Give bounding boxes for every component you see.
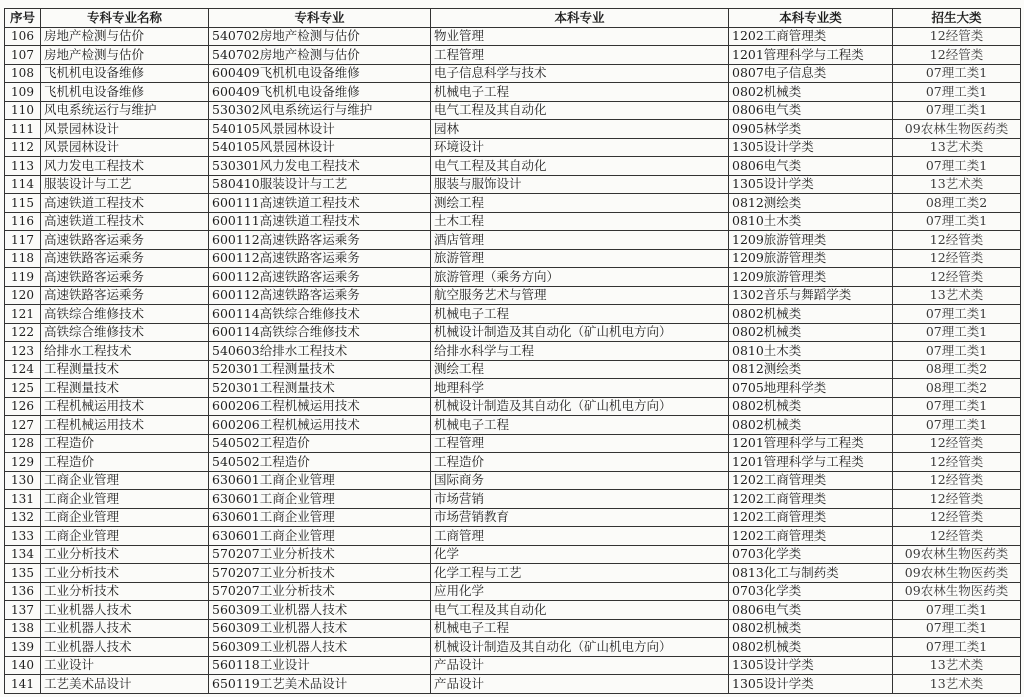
vocational-major-cell: 630601工商企业管理 [209,471,431,490]
undergrad-category-cell: 1201管理科学与工程类 [729,46,893,65]
undergrad-category-cell: 1201管理科学与工程类 [729,434,893,453]
vocational-name-cell: 风电系统运行与维护 [41,101,209,120]
enrollment-category-cell: 07理工类1 [893,397,1021,416]
col-header-seq: 序号 [5,9,41,28]
table-row [5,268,1021,287]
enrollment-category-cell: 07理工类1 [893,342,1021,361]
undergrad-category-cell: 0802机械类 [729,323,893,342]
undergrad-major-cell: 机械设计制造及其自动化（矿山机电方向） [431,323,729,342]
enrollment-category-cell: 07理工类1 [893,323,1021,342]
vocational-name-cell: 工商企业管理 [41,471,209,490]
vocational-name-cell: 工业机器人技术 [41,601,209,620]
table-row [5,675,1021,694]
enrollment-category-cell: 07理工类1 [893,157,1021,176]
seq-cell: 108 [5,64,41,83]
seq-cell: 126 [5,397,41,416]
vocational-major-cell: 540702房地产检测与估价 [209,27,431,46]
undergrad-major-cell: 化学工程与工艺 [431,564,729,583]
enrollment-category-cell: 07理工类1 [893,416,1021,435]
table-row [5,434,1021,453]
seq-cell: 116 [5,212,41,231]
table-row [5,342,1021,361]
seq-cell: 121 [5,305,41,324]
undergrad-major-cell: 机械电子工程 [431,305,729,324]
major-mapping-table [4,8,1021,694]
seq-cell: 135 [5,564,41,583]
table-row [5,157,1021,176]
vocational-name-cell: 工程机械运用技术 [41,397,209,416]
vocational-major-cell: 520301工程测量技术 [209,379,431,398]
undergrad-major-cell: 机械电子工程 [431,416,729,435]
vocational-name-cell: 工业机器人技术 [41,638,209,657]
seq-cell: 110 [5,101,41,120]
undergrad-category-cell: 1202工商管理类 [729,508,893,527]
vocational-name-cell: 工程测量技术 [41,360,209,379]
vocational-major-cell: 600114高铁综合维修技术 [209,323,431,342]
undergrad-category-cell: 0802机械类 [729,397,893,416]
undergrad-category-cell: 0807电子信息类 [729,64,893,83]
vocational-major-cell: 600112高速铁路客运乘务 [209,286,431,305]
undergrad-category-cell: 1302音乐与舞蹈学类 [729,286,893,305]
table-row [5,656,1021,675]
table-row [5,582,1021,601]
undergrad-category-cell: 1305设计学类 [729,175,893,194]
vocational-name-cell: 工业设计 [41,656,209,675]
vocational-major-cell: 650119工艺美术品设计 [209,675,431,694]
undergrad-category-cell: 0703化学类 [729,545,893,564]
table-row [5,545,1021,564]
vocational-major-cell: 600111高速铁道工程技术 [209,194,431,213]
undergrad-major-cell: 土木工程 [431,212,729,231]
seq-cell: 122 [5,323,41,342]
enrollment-category-cell: 07理工类1 [893,83,1021,102]
undergrad-category-cell: 0705地理科学类 [729,379,893,398]
vocational-name-cell: 服装设计与工艺 [41,175,209,194]
vocational-major-cell: 630601工商企业管理 [209,527,431,546]
vocational-major-cell: 570207工业分析技术 [209,545,431,564]
enrollment-category-cell: 12经管类 [893,27,1021,46]
undergrad-category-cell: 0802机械类 [729,619,893,638]
vocational-name-cell: 高速铁道工程技术 [41,194,209,213]
vocational-name-cell: 高速铁路客运乘务 [41,249,209,268]
undergrad-major-cell: 园林 [431,120,729,139]
vocational-name-cell: 风力发电工程技术 [41,157,209,176]
table-row [5,212,1021,231]
enrollment-category-cell: 12经管类 [893,490,1021,509]
seq-cell: 123 [5,342,41,361]
col-header-enrollment-category: 招生大类 [893,9,1021,28]
vocational-name-cell: 房地产检测与估价 [41,46,209,65]
vocational-name-cell: 工程测量技术 [41,379,209,398]
vocational-name-cell: 高铁综合维修技术 [41,305,209,324]
vocational-name-cell: 工程机械运用技术 [41,416,209,435]
undergrad-major-cell: 物业管理 [431,27,729,46]
enrollment-category-cell: 07理工类1 [893,619,1021,638]
undergrad-major-cell: 产品设计 [431,675,729,694]
enrollment-category-cell: 13艺术类 [893,656,1021,675]
vocational-name-cell: 高速铁路客运乘务 [41,286,209,305]
table-row [5,138,1021,157]
table-row [5,638,1021,657]
vocational-name-cell: 房地产检测与估价 [41,27,209,46]
vocational-major-cell: 540702房地产检测与估价 [209,46,431,65]
table-row [5,194,1021,213]
table-row [5,249,1021,268]
undergrad-category-cell: 0802机械类 [729,305,893,324]
vocational-name-cell: 飞机机电设备维修 [41,83,209,102]
vocational-major-cell: 630601工商企业管理 [209,490,431,509]
enrollment-category-cell: 12经管类 [893,471,1021,490]
seq-cell: 129 [5,453,41,472]
vocational-major-cell: 600112高速铁路客运乘务 [209,231,431,250]
undergrad-category-cell: 1202工商管理类 [729,471,893,490]
enrollment-category-cell: 13艺术类 [893,675,1021,694]
col-header-undergrad-major: 本科专业 [431,9,729,28]
seq-cell: 118 [5,249,41,268]
table-row [5,64,1021,83]
seq-cell: 131 [5,490,41,509]
vocational-major-cell: 600206工程机械运用技术 [209,397,431,416]
vocational-name-cell: 飞机机电设备维修 [41,64,209,83]
undergrad-major-cell: 工商管理 [431,527,729,546]
undergrad-category-cell: 0812测绘类 [729,360,893,379]
enrollment-category-cell: 12经管类 [893,453,1021,472]
vocational-major-cell: 540502工程造价 [209,453,431,472]
vocational-name-cell: 工艺美术品设计 [41,675,209,694]
table-row [5,416,1021,435]
undergrad-category-cell: 1209旅游管理类 [729,249,893,268]
vocational-name-cell: 风景园林设计 [41,120,209,139]
undergrad-major-cell: 测绘工程 [431,360,729,379]
seq-cell: 112 [5,138,41,157]
vocational-major-cell: 630601工商企业管理 [209,508,431,527]
undergrad-category-cell: 1305设计学类 [729,138,893,157]
undergrad-category-cell: 1305设计学类 [729,675,893,694]
vocational-name-cell: 工商企业管理 [41,508,209,527]
seq-cell: 120 [5,286,41,305]
vocational-major-cell: 600114高铁综合维修技术 [209,305,431,324]
undergrad-major-cell: 航空服务艺术与管理 [431,286,729,305]
seq-cell: 125 [5,379,41,398]
vocational-name-cell: 工商企业管理 [41,490,209,509]
seq-cell: 113 [5,157,41,176]
vocational-name-cell: 高速铁路客运乘务 [41,231,209,250]
undergrad-major-cell: 应用化学 [431,582,729,601]
vocational-major-cell: 540603给排水工程技术 [209,342,431,361]
enrollment-category-cell: 07理工类1 [893,212,1021,231]
enrollment-category-cell: 09农林生物医药类 [893,545,1021,564]
enrollment-category-cell: 12经管类 [893,46,1021,65]
vocational-major-cell: 580410服装设计与工艺 [209,175,431,194]
enrollment-category-cell: 07理工类1 [893,601,1021,620]
table-row [5,101,1021,120]
vocational-major-cell: 530301风力发电工程技术 [209,157,431,176]
vocational-major-cell: 600409飞机机电设备维修 [209,83,431,102]
table-row [5,286,1021,305]
table-row [5,231,1021,250]
undergrad-category-cell: 0806电气类 [729,601,893,620]
seq-cell: 130 [5,471,41,490]
seq-cell: 117 [5,231,41,250]
seq-cell: 109 [5,83,41,102]
vocational-major-cell: 570207工业分析技术 [209,582,431,601]
seq-cell: 140 [5,656,41,675]
undergrad-category-cell: 1202工商管理类 [729,490,893,509]
seq-cell: 134 [5,545,41,564]
seq-cell: 137 [5,601,41,620]
enrollment-category-cell: 12经管类 [893,508,1021,527]
undergrad-major-cell: 酒店管理 [431,231,729,250]
table-row [5,83,1021,102]
undergrad-major-cell: 机械电子工程 [431,83,729,102]
enrollment-category-cell: 12经管类 [893,231,1021,250]
seq-cell: 114 [5,175,41,194]
seq-cell: 115 [5,194,41,213]
enrollment-category-cell: 07理工类1 [893,305,1021,324]
undergrad-major-cell: 环境设计 [431,138,729,157]
enrollment-category-cell: 08理工类2 [893,194,1021,213]
vocational-name-cell: 工程造价 [41,453,209,472]
vocational-name-cell: 工业分析技术 [41,545,209,564]
enrollment-category-cell: 07理工类1 [893,638,1021,657]
table-row [5,508,1021,527]
col-header-vocational-name: 专科专业名称 [41,9,209,28]
vocational-major-cell: 600409飞机机电设备维修 [209,64,431,83]
undergrad-major-cell: 服装与服饰设计 [431,175,729,194]
table-row [5,471,1021,490]
enrollment-category-cell: 13艺术类 [893,175,1021,194]
undergrad-major-cell: 工程管理 [431,46,729,65]
undergrad-category-cell: 1201管理科学与工程类 [729,453,893,472]
undergrad-major-cell: 市场营销 [431,490,729,509]
vocational-major-cell: 560118工业设计 [209,656,431,675]
seq-cell: 138 [5,619,41,638]
undergrad-category-cell: 0806电气类 [729,101,893,120]
table-row [5,46,1021,65]
vocational-major-cell: 560309工业机器人技术 [209,638,431,657]
col-header-undergrad-category: 本科专业类 [729,9,893,28]
undergrad-category-cell: 0810土木类 [729,212,893,231]
seq-cell: 141 [5,675,41,694]
table-row [5,305,1021,324]
vocational-name-cell: 工业机器人技术 [41,619,209,638]
enrollment-category-cell: 12经管类 [893,249,1021,268]
undergrad-category-cell: 0812测绘类 [729,194,893,213]
vocational-major-cell: 600112高速铁路客运乘务 [209,249,431,268]
undergrad-category-cell: 0813化工与制药类 [729,564,893,583]
undergrad-category-cell: 0802机械类 [729,638,893,657]
seq-cell: 124 [5,360,41,379]
undergrad-major-cell: 工程造价 [431,453,729,472]
undergrad-category-cell: 0703化学类 [729,582,893,601]
seq-cell: 107 [5,46,41,65]
undergrad-major-cell: 机械设计制造及其自动化（矿山机电方向） [431,638,729,657]
enrollment-category-cell: 12经管类 [893,527,1021,546]
undergrad-major-cell: 给排水科学与工程 [431,342,729,361]
seq-cell: 106 [5,27,41,46]
undergrad-category-cell: 1209旅游管理类 [729,231,893,250]
undergrad-category-cell: 0802机械类 [729,83,893,102]
undergrad-category-cell: 0810土木类 [729,342,893,361]
vocational-major-cell: 600206工程机械运用技术 [209,416,431,435]
enrollment-category-cell: 13艺术类 [893,286,1021,305]
table-row [5,453,1021,472]
undergrad-major-cell: 工程管理 [431,434,729,453]
seq-cell: 128 [5,434,41,453]
table-row [5,27,1021,46]
seq-cell: 133 [5,527,41,546]
table-row [5,120,1021,139]
seq-cell: 127 [5,416,41,435]
enrollment-category-cell: 07理工类1 [893,101,1021,120]
table-row [5,527,1021,546]
enrollment-category-cell: 07理工类1 [893,64,1021,83]
undergrad-category-cell: 0802机械类 [729,416,893,435]
vocational-major-cell: 600112高速铁路客运乘务 [209,268,431,287]
vocational-name-cell: 工程造价 [41,434,209,453]
vocational-name-cell: 高速铁路客运乘务 [41,268,209,287]
vocational-major-cell: 540105风景园林设计 [209,138,431,157]
undergrad-major-cell: 市场营销教育 [431,508,729,527]
vocational-major-cell: 600111高速铁道工程技术 [209,212,431,231]
vocational-major-cell: 540105风景园林设计 [209,120,431,139]
undergrad-major-cell: 产品设计 [431,656,729,675]
table-row [5,323,1021,342]
undergrad-major-cell: 电气工程及其自动化 [431,157,729,176]
vocational-name-cell: 工业分析技术 [41,564,209,583]
table-row [5,619,1021,638]
vocational-name-cell: 工商企业管理 [41,527,209,546]
undergrad-major-cell: 机械设计制造及其自动化（矿山机电方向） [431,397,729,416]
table-body [5,27,1021,693]
seq-cell: 139 [5,638,41,657]
enrollment-category-cell: 12经管类 [893,268,1021,287]
undergrad-category-cell: 1305设计学类 [729,656,893,675]
undergrad-category-cell: 1202工商管理类 [729,27,893,46]
undergrad-major-cell: 电子信息科学与技术 [431,64,729,83]
undergrad-major-cell: 电气工程及其自动化 [431,601,729,620]
col-header-vocational-major: 专科专业 [209,9,431,28]
table-row [5,601,1021,620]
table-row [5,490,1021,509]
undergrad-category-cell: 0905林学类 [729,120,893,139]
header-row [5,9,1021,28]
vocational-name-cell: 高速铁道工程技术 [41,212,209,231]
vocational-major-cell: 560309工业机器人技术 [209,601,431,620]
table-row [5,397,1021,416]
enrollment-category-cell: 13艺术类 [893,138,1021,157]
seq-cell: 132 [5,508,41,527]
enrollment-category-cell: 09农林生物医药类 [893,564,1021,583]
table-row [5,564,1021,583]
vocational-major-cell: 520301工程测量技术 [209,360,431,379]
vocational-name-cell: 风景园林设计 [41,138,209,157]
undergrad-major-cell: 旅游管理（乘务方向） [431,268,729,287]
seq-cell: 119 [5,268,41,287]
vocational-name-cell: 给排水工程技术 [41,342,209,361]
undergrad-major-cell: 地理科学 [431,379,729,398]
table-row [5,175,1021,194]
enrollment-category-cell: 12经管类 [893,434,1021,453]
undergrad-major-cell: 机械电子工程 [431,619,729,638]
undergrad-major-cell: 测绘工程 [431,194,729,213]
enrollment-category-cell: 08理工类2 [893,360,1021,379]
undergrad-major-cell: 国际商务 [431,471,729,490]
undergrad-category-cell: 1202工商管理类 [729,527,893,546]
enrollment-category-cell: 08理工类2 [893,379,1021,398]
undergrad-major-cell: 旅游管理 [431,249,729,268]
vocational-name-cell: 高铁综合维修技术 [41,323,209,342]
undergrad-major-cell: 化学 [431,545,729,564]
vocational-major-cell: 530302风电系统运行与维护 [209,101,431,120]
table-row [5,360,1021,379]
seq-cell: 136 [5,582,41,601]
vocational-major-cell: 570207工业分析技术 [209,564,431,583]
vocational-major-cell: 540502工程造价 [209,434,431,453]
vocational-major-cell: 560309工业机器人技术 [209,619,431,638]
enrollment-category-cell: 09农林生物医药类 [893,582,1021,601]
undergrad-major-cell: 电气工程及其自动化 [431,101,729,120]
undergrad-category-cell: 1209旅游管理类 [729,268,893,287]
undergrad-category-cell: 0806电气类 [729,157,893,176]
seq-cell: 111 [5,120,41,139]
table-row [5,379,1021,398]
vocational-name-cell: 工业分析技术 [41,582,209,601]
enrollment-category-cell: 09农林生物医药类 [893,120,1021,139]
